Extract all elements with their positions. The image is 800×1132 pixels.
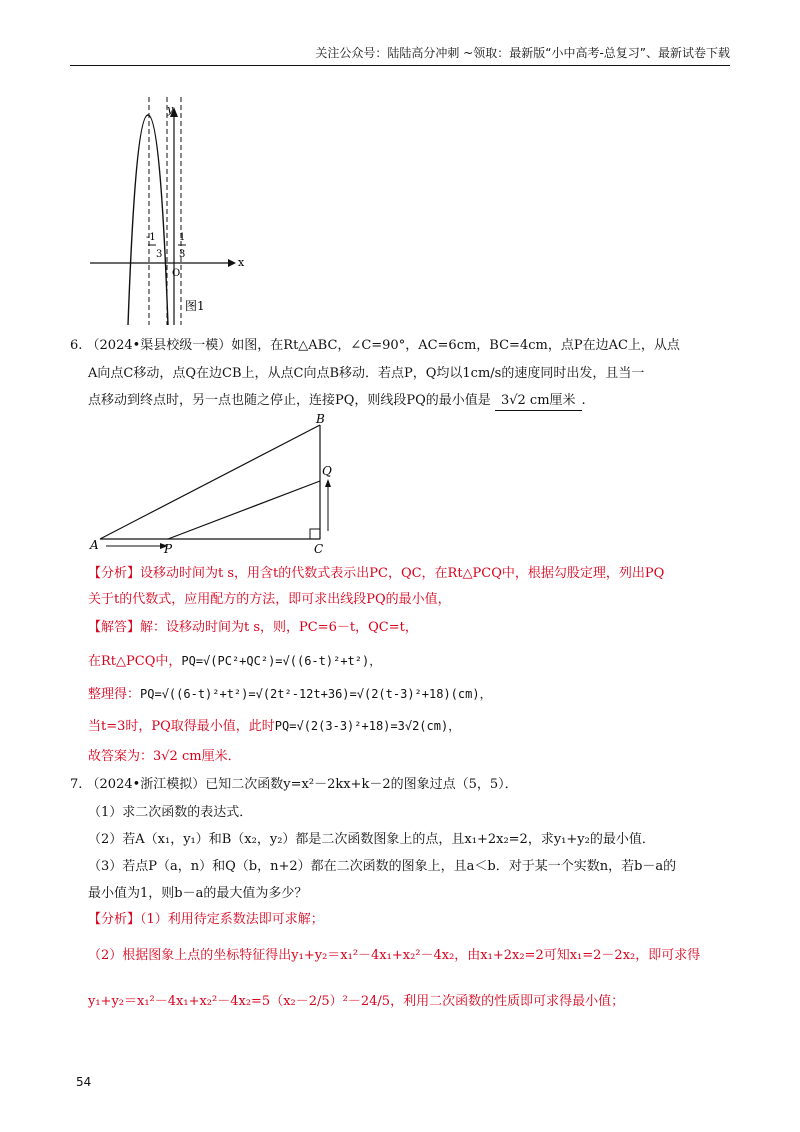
q6-formula-min: PQ=√(2(3-3)²+18)=3√2(cm)， [274, 719, 461, 733]
q6-analysis-line1: 【分析】设移动时间为t s，用含t的代数式表示出PC，QC，在Rt△PCQ中，根据勾股定理，列出PQ [88, 566, 665, 581]
label-C: C [314, 542, 324, 556]
tick-left-den: 3 [156, 249, 163, 260]
x-axis-arrow [228, 259, 236, 267]
q6-solution-line3-pre: 整理得： [88, 687, 141, 702]
q6-analysis-line2: 关于t的代数式，应用配方的方法，即可求出线段PQ的最小值， [88, 592, 451, 607]
figure-caption: 图1 [185, 299, 205, 313]
label-P: P [164, 542, 173, 556]
label-A: A [90, 538, 99, 552]
q6-solution-line1: 【解答】解：设移动时间为t s，则，PC=6－t，QC=t， [88, 620, 418, 635]
q6-solution-line2-pre: 在Rt△PCQ中， [88, 654, 182, 669]
q7-stem: 7. （2024•浙江模拟）已知二次函数y=x²－2kx+k－2的图象过点（5，5）． [70, 777, 518, 792]
q6-stem-line1: 6. （2024•渠县校级一模）如图，在Rt△ABC，∠C=90°，AC=6cm，BC=4cm，点P在边AC上，从点 [70, 338, 680, 353]
right-angle-mark [310, 529, 320, 539]
q7-part3-line2: 最小值为1，则b－a的最大值为多少？ [88, 886, 308, 901]
q6-stem-line3 [88, 392, 586, 411]
q7-analysis-line1: 【分析】（1）利用待定系数法即可求解； [88, 912, 324, 927]
x-label: x [238, 256, 245, 269]
q6-solution-line3 [88, 685, 492, 704]
triangle-figure [88, 413, 348, 558]
q6-stem-line3-text: 点移动到终点时，另一点也随之停止，连接PQ，则线段PQ的最小值是 [88, 393, 491, 408]
q6-final-answer: 故答案为：3√2 cm厘米． [88, 749, 241, 764]
q7-part3-line1: （3）若点P（a，n）和Q（b，n+2）都在二次函数的图象上，且a＜b．对于某一个实数n，若b－a的 [88, 859, 677, 874]
q6-stem-end: . [581, 393, 586, 408]
side-AB [100, 425, 320, 539]
q6-solution-line4-pre: 当t=3时，PQ取得最小值，此时 [88, 719, 275, 734]
q6-stem-line2: A向点C移动，点Q在边CB上，从点C向点B移动．若点P，Q均以1cm/s的速度同时出发，且当一 [88, 366, 645, 381]
segment-PQ [168, 481, 320, 539]
label-B: B [316, 413, 325, 426]
label-Q: Q [322, 464, 332, 478]
q6-answer-blank: 3√2 cm厘米 [495, 392, 582, 411]
tick-right-num: 1 [179, 232, 186, 243]
page-header: 关注公众号：陆陆高分冲刺 ~领取：最新版“小中高考-总复习”、最新试卷下载 [315, 46, 730, 60]
page-number: 54 [76, 1075, 92, 1089]
q6-solution-line4 [88, 717, 460, 736]
tick-right-den: 3 [179, 249, 186, 260]
tick-left-num: -1 [146, 232, 156, 243]
y-label: y [167, 103, 174, 116]
q7-part2: （2）若A（x₁，y₁）和B（x₂，y₂）都是二次函数图象上的点，且x₁+2x₂=2，求y₁+y₂的最小值． [88, 832, 655, 847]
q7-analysis-line2: （2）根据图象上点的坐标特征得出y₁+y₂＝x₁²－4x₁+x₂²－4x₂，由x₁+2x₂=2可知x₁=2－2x₂，即可求得 [88, 948, 701, 963]
parabola-curve [128, 115, 168, 325]
q7-analysis-line3: y₁+y₂＝x₁²－4x₁+x₂²－4x₂=5（x₂－2/5）²－24/5，利用二次函数的性质即可求得最小值； [88, 994, 625, 1009]
header-divider [70, 65, 730, 66]
q7-part1: （1）求二次函数的表达式． [88, 805, 253, 820]
q6-formula-pq: PQ=√(PC²+QC²)=√((6-t)²+t²)， [181, 654, 382, 668]
origin-label: O [172, 268, 181, 279]
q6-formula-simplify: PQ=√((6-t)²+t²)=√(2t²-12t+36)=√(2(t-3)²+18)(cm)， [140, 687, 492, 701]
q6-solution-line2 [88, 652, 381, 671]
arrow-CQ-head [325, 479, 331, 487]
parabola-figure [88, 95, 248, 330]
